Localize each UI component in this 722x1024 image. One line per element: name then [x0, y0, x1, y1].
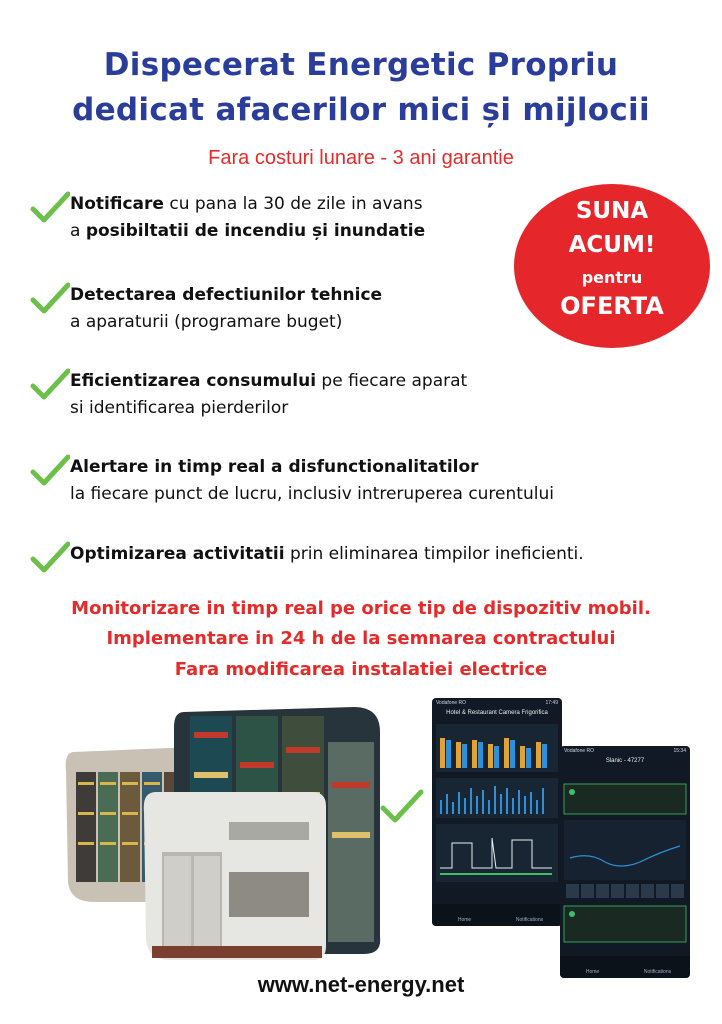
bottom-nav	[432, 904, 562, 926]
callout-line: pentru	[581, 268, 643, 287]
highlight-line: Monitorizare in timp real pe orice tip de dispozitiv mobil.	[71, 598, 651, 619]
phone-screenshot-sensor-monitor	[560, 746, 690, 978]
status-bar	[432, 698, 562, 708]
feature-bold: Detectarea defectiunilor tehnice	[70, 285, 383, 305]
feature-text: la fiecare punct de lucru, inclusiv intreruperea curentului	[70, 484, 554, 504]
feature-text: prin eliminarea timpilor ineficienti.	[284, 544, 584, 564]
clock-label: 17:49	[545, 700, 558, 706]
callout-line: SUNA	[575, 198, 649, 224]
energy-bar-graph	[432, 718, 562, 888]
temperature-humidity-panel	[560, 766, 690, 946]
screen-title: Slanic - 47277	[605, 758, 645, 764]
nav-home[interactable]: Home	[585, 969, 600, 975]
highlight-line: Implementare in 24 h de la semnarea contractului	[106, 628, 616, 649]
highlight-line: Fara modificarea instalatiei electrice	[174, 659, 548, 680]
checkmark-icon	[30, 190, 70, 224]
headline-line2: dedicat afacerilor mici și mijlocii	[72, 92, 650, 128]
feature-bold: Eficientizarea consumului	[70, 371, 317, 391]
checkmark-icon	[30, 453, 70, 487]
feature-text: pe fiecare aparat	[316, 371, 468, 391]
website-link[interactable]: www.net-energy.net	[257, 972, 465, 997]
feature-bold: Notificare	[70, 194, 164, 214]
feature-text: a aparaturii (programare buget)	[70, 312, 343, 332]
feature-bold: posibiltatii de incendiu și inundatie	[85, 221, 426, 241]
headline-line1: Dispecerat Energetic Propriu	[103, 47, 619, 83]
feature-text: cu pana la 30 de zile in avans	[163, 194, 423, 214]
feature-text: si identificarea pierderilor	[70, 398, 289, 418]
status-bar	[560, 746, 690, 756]
call-now-badge[interactable]	[514, 184, 710, 348]
carrier-label: Vodafone RO	[564, 748, 595, 754]
checkmark-icon	[30, 281, 70, 315]
carrier-label: Vodafone RO	[436, 700, 467, 706]
nav-home[interactable]: Home	[457, 917, 472, 923]
callout-line: ACUM!	[568, 232, 656, 258]
feature-bold: Optimizarea activitatii	[70, 544, 285, 564]
screen-title: Hotel & Restaurant Camera Frigorifica	[446, 710, 548, 716]
feature-bold: Alertare in timp real a disfunctionalitatilor	[70, 457, 479, 477]
nav-notifications[interactable]: Notifications	[643, 969, 672, 975]
nav-notifications[interactable]: Notifications	[515, 917, 544, 923]
subtitle: Fara costuri lunare - 3 ani garantie	[208, 147, 514, 169]
checkmark-icon	[30, 540, 70, 574]
checkmark-icon	[380, 788, 424, 824]
checkmark-icon	[30, 367, 70, 401]
clock-label: 15:34	[673, 748, 686, 754]
refrigeration-photo-collage	[64, 702, 384, 962]
phone-screenshot-energy-dashboard	[432, 698, 562, 926]
feature-text: a	[70, 221, 86, 241]
callout-line: OFERTA	[560, 292, 664, 320]
